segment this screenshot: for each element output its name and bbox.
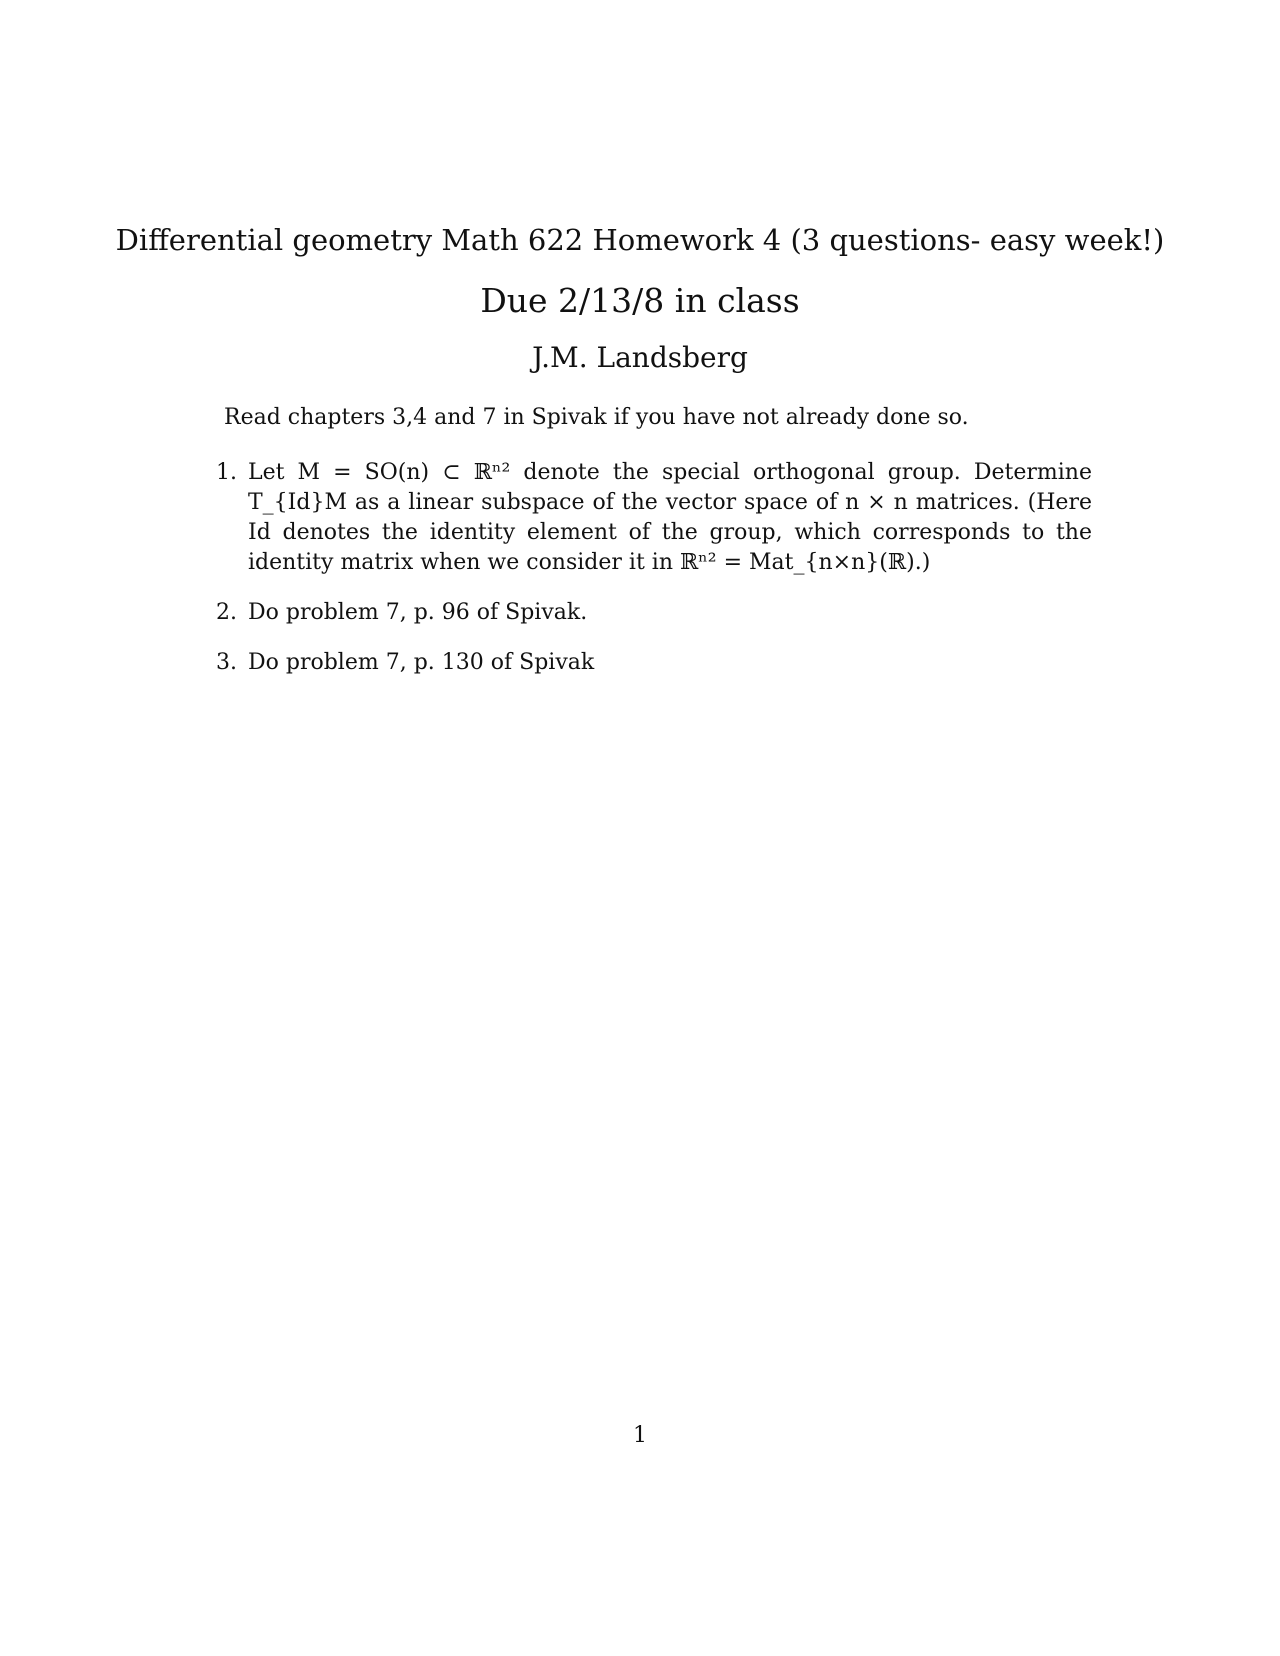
problem-list — [216, 458, 1092, 698]
problem-number: 1. — [216, 460, 237, 485]
document-title: Differential geometry Math 622 Homework 4 (3 questions- easy week!) — [115, 223, 1165, 257]
page-number: 1 — [633, 1423, 647, 1448]
problem-item — [216, 598, 1092, 628]
problem-number: 2. — [216, 600, 237, 625]
reading-assignment: Read chapters 3,4 and 7 in Spivak if you have not already done so. — [224, 405, 969, 430]
problem-text: Let M = SO(n) ⊂ ℝⁿ² denote the special orthogonal group. Determine T_{Id}M as a linear subspace of the vector space of n × n matrices. (Here Id denotes the identity element of the group, which corresponds to the identity matrix when we consider it in ℝⁿ² = Mat_{n×n}(ℝ).) — [248, 460, 1092, 575]
problem-item — [216, 648, 1092, 678]
problem-item — [216, 458, 1092, 578]
problem-text: Do problem 7, p. 130 of Spivak — [248, 650, 595, 675]
due-date: Due 2/13/8 in class — [480, 281, 800, 320]
author-name: J.M. Landsberg — [532, 341, 748, 374]
problem-text: Do problem 7, p. 96 of Spivak. — [248, 600, 588, 625]
problem-number: 3. — [216, 650, 237, 675]
